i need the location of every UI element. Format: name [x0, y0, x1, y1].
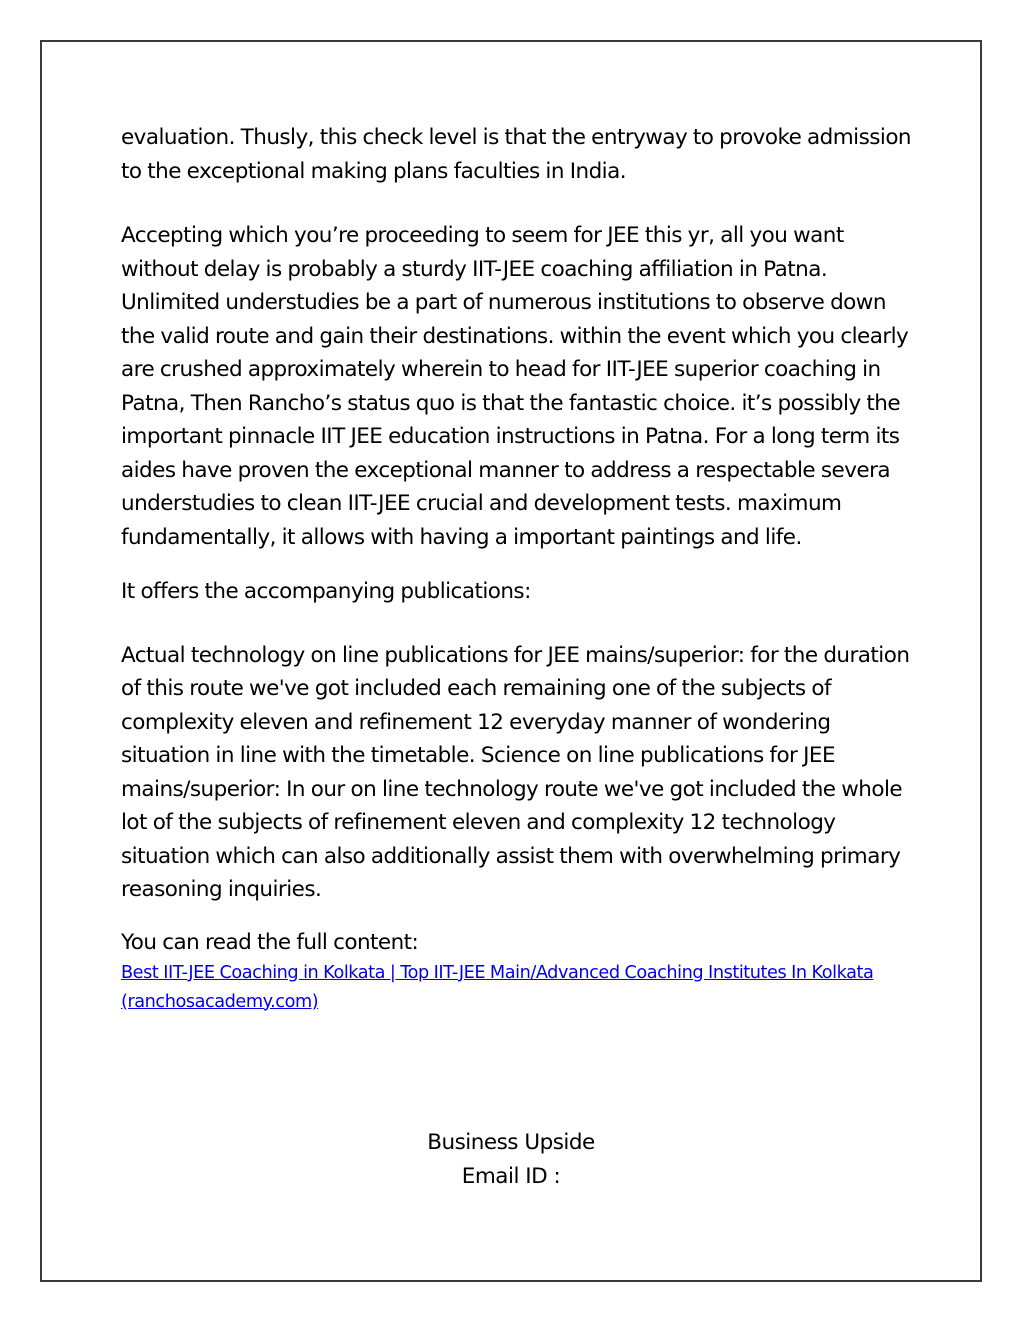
paragraph-evaluation: evaluation. Thusly, this check level is that the entryway to provoke admission to the exceptional making plans faculties in India.: [121, 125, 912, 184]
footer: [40, 1126, 982, 1194]
source-article-link[interactable]: Best IIT-JEE Coaching in Kolkata | Top IIT-JEE Main/Advanced Coaching Institutes In Kolkata (ranchosacademy.com): [121, 962, 874, 1012]
read-more-label: You can read the full content:: [121, 929, 419, 955]
paragraph-publications-intro: It offers the accompanying publications:: [121, 579, 531, 604]
document-body: [121, 121, 911, 1017]
company-name: Business Upside: [427, 1130, 595, 1155]
paragraph-jee-coaching: Accepting which you’re proceeding to seem for JEE this yr, all you want without delay is probably a sturdy IIT-JEE coaching affiliation in Patna. Unlimited understudies be a part of numerous institutions to observe down the valid route and gain their destinations. within the event which you clearly are crushed approximately wherein to head for IIT-JEE superior coaching in Patna, Then Rancho’s status quo is that the fantastic choice. it’s possibly the important pinnacle IIT JEE education instructions in Patna. For a long term its aides have proven the exceptional manner to address a respectable severa understudies to clean IIT-JEE crucial and development tests. maximum fundamentally, it allows with having a important paintings and life.: [121, 223, 909, 550]
email-label: Email ID :: [461, 1164, 561, 1189]
paragraph-online-courses: Actual technology on line publications for JEE mains/superior: for the duration of this route we've got included each remaining one of the subjects of complexity eleven and refinement 12 everyday manner of wondering situation in line with the timetable. Science on line publications for JEE mains/superior: In our on line technology route we've got included the whole lot of the subjects of refinement eleven and complexity 12 technology situation which can also additionally assist them with overwhelming primary reasoning inquiries.: [121, 642, 910, 902]
